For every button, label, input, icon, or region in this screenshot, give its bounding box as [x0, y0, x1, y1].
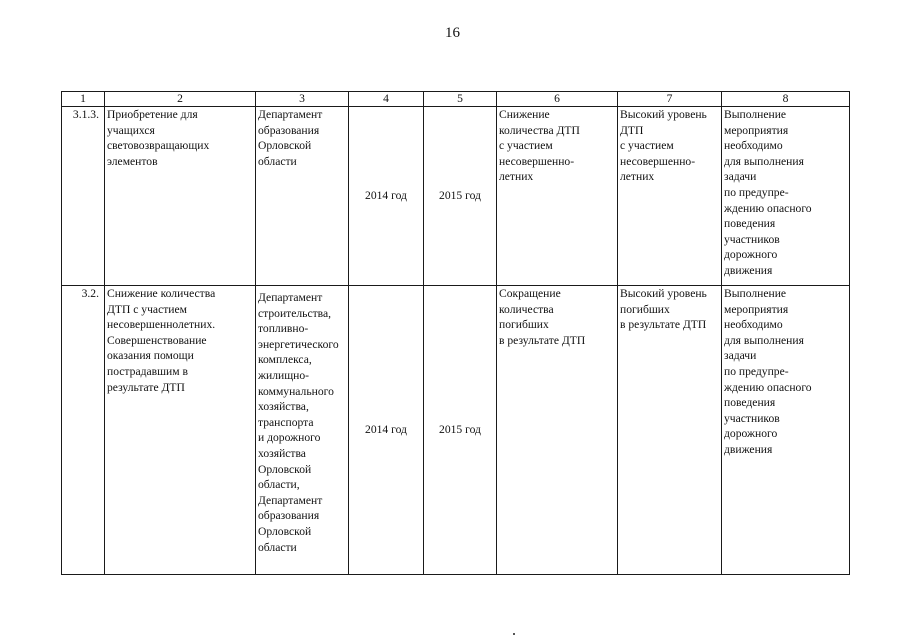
column-number: 2 [105, 92, 256, 107]
text-line: Высокий уровень [620, 287, 707, 300]
text-line: пострадавшим в [107, 364, 188, 378]
text-line: мероприятия [724, 302, 789, 316]
text-line: Департамент [258, 291, 323, 304]
text-line: Орловской [258, 462, 312, 476]
text-line: летних [499, 170, 534, 184]
text-line: строительства, [258, 306, 332, 320]
text-line: количества [499, 302, 554, 316]
text-line: жилищно- [258, 368, 309, 382]
text-line: в результате ДТП [499, 333, 586, 347]
text-line: области, [258, 478, 300, 492]
text-line: поведения [724, 396, 776, 410]
expected-result [497, 286, 618, 575]
text-line: оказания помощи [107, 349, 194, 363]
text-line: ДТП с участием [107, 302, 187, 316]
text-line: результате ДТП [107, 380, 185, 394]
text-line: Высокий уровень [620, 108, 707, 121]
text-line: для выполнения [724, 154, 804, 168]
measure-number: 3.2. [62, 286, 105, 575]
text-line: несовершеннолетних. [107, 318, 216, 332]
text-line: коммунального [258, 384, 334, 398]
text-line: области [258, 540, 297, 554]
page-number: 16 [445, 25, 460, 41]
column-number: 1 [62, 92, 105, 107]
measure-executor [256, 286, 349, 575]
column-number: 8 [722, 92, 850, 107]
text-line: погибших [620, 302, 670, 316]
text-line: по предупре- [724, 185, 789, 199]
text-line: Приобретение для [107, 108, 198, 121]
text-line: транспорта [258, 415, 314, 429]
text-line: дорожного [724, 427, 778, 441]
column-number: 4 [349, 92, 424, 107]
column-number: 3 [256, 92, 349, 107]
scan-speck [513, 633, 515, 635]
text-line: комплекса, [258, 353, 312, 367]
column-number: 7 [618, 92, 722, 107]
measure-name [105, 107, 256, 286]
text-line: топливно- [258, 322, 309, 336]
text-line: хозяйства, [258, 400, 309, 414]
non-implementation-consequence [618, 107, 722, 286]
text-line: участников [724, 411, 780, 425]
measures-table [61, 91, 850, 575]
text-line: участников [724, 232, 780, 246]
text-line: необходимо [724, 318, 783, 332]
text-line: ждению опасного [724, 201, 812, 215]
text-line: в результате ДТП [620, 318, 707, 332]
text-line: световозвращающих [107, 139, 210, 153]
text-line: дорожного [724, 248, 778, 262]
column-number: 6 [497, 92, 618, 107]
text-line: ждению опасного [724, 380, 812, 394]
text-line: задачи [724, 170, 757, 184]
column-number: 5 [424, 92, 497, 107]
text-line: Орловской [258, 139, 312, 153]
text-line: и дорожного [258, 431, 321, 445]
text-line: несовершенно- [499, 154, 575, 168]
text-line: учащихся [107, 123, 155, 137]
end-year: 2015 год [424, 286, 497, 575]
text-line: Департамент [258, 493, 323, 507]
text-line: мероприятия [724, 123, 789, 137]
table-row [62, 107, 850, 286]
text-line: Сокращение [499, 287, 561, 300]
text-line: для выполнения [724, 333, 804, 347]
text-line: Орловской [258, 524, 312, 538]
end-year: 2015 год [424, 107, 497, 286]
text-line: с участием [620, 139, 674, 153]
text-line: образования [258, 123, 320, 137]
text-line: количества ДТП [499, 123, 580, 137]
text-line: Снижение количества [107, 287, 216, 300]
expected-result [497, 107, 618, 286]
text-line: области [258, 154, 297, 168]
text-line: Снижение [499, 108, 550, 121]
table-row [62, 286, 850, 575]
text-line: Департамент [258, 108, 323, 121]
text-line: образования [258, 509, 320, 523]
text-line: Совершенствование [107, 333, 207, 347]
text-line: необходимо [724, 139, 783, 153]
text-line: энергетического [258, 337, 339, 351]
measure-number: 3.1.3. [62, 107, 105, 286]
text-line: хозяйства [258, 446, 306, 460]
measure-name [105, 286, 256, 575]
text-line: поведения [724, 217, 776, 231]
start-year: 2014 год [349, 107, 424, 286]
text-line: погибших [499, 318, 549, 332]
text-line: ДТП [620, 123, 644, 137]
text-line: по предупре- [724, 364, 789, 378]
start-year: 2014 год [349, 286, 424, 575]
text-line: движения [724, 442, 773, 456]
text-line: движения [724, 263, 773, 277]
text-line: с участием [499, 139, 553, 153]
link-to-task [722, 107, 850, 286]
link-to-task [722, 286, 850, 575]
text-line: летних [620, 170, 655, 184]
text-line: элементов [107, 154, 158, 168]
column-number-row [62, 92, 850, 107]
text-line: несовершенно- [620, 154, 696, 168]
measure-executor [256, 107, 349, 286]
text-line: задачи [724, 349, 757, 363]
non-implementation-consequence [618, 286, 722, 575]
text-line: Выполнение [724, 108, 787, 121]
text-line: Выполнение [724, 287, 787, 300]
